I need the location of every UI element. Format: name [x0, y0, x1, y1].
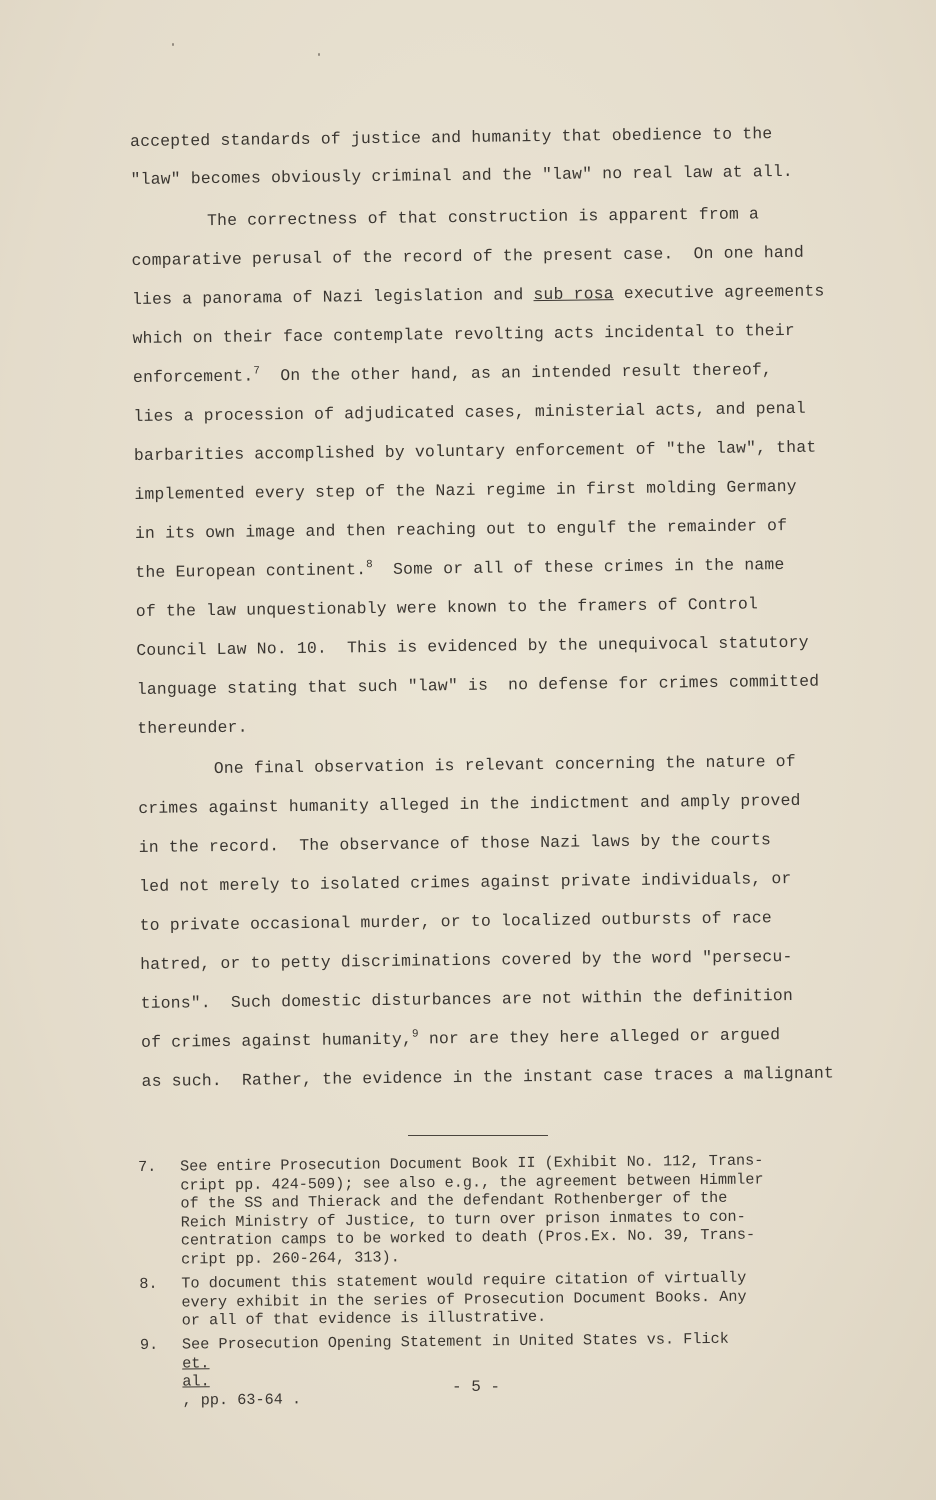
footnote-9	[139, 1329, 820, 1410]
footnote-8	[139, 1268, 819, 1330]
footnote-number: 8.	[139, 1274, 158, 1293]
footnote-number: 7.	[138, 1157, 157, 1176]
body-line: enforcement.$^7$ On the other hand, as an intended result thereof,	[132, 360, 773, 387]
body-line: lies a panorama of Nazi legislation and sub rosa executive agreements	[131, 281, 825, 309]
footnote-ref-9: 9	[411, 1028, 419, 1041]
body-line: in its own image and then reaching out to engulf the remainder of	[134, 516, 788, 543]
body-line: language stating that such "law" is no defense for crimes committed	[136, 671, 820, 699]
footnote-separator	[408, 1135, 548, 1136]
body-text	[130, 123, 835, 1091]
body-line: The correctness of that construction is apparent from a	[206, 204, 760, 231]
body-line: which on their face contemplate revolting acts incidental to their	[132, 320, 795, 348]
al-underlined: al.	[182, 1372, 210, 1391]
body-line: of the law unquestionably were known to the framers of Control	[135, 594, 759, 621]
et-underlined: et.	[182, 1353, 210, 1373]
footnote-text: To document this statement would require citation of virtually every exhibit in the series of Prosecution Document Books. Any or all of that evidence is illustrative.	[181, 1268, 747, 1330]
body-line: as such. Rather, the evidence in the instant case traces a malignant	[141, 1063, 835, 1091]
body-line: Council Law No. 10. This is evidenced by the unequivocal statutory	[136, 632, 809, 660]
footnote-text: See Prosecution Opening Statement in United States vs. Flick et. al. , pp. 63-64 .	[181, 1329, 738, 1410]
body-line: comparative perusal of the record of the present case. On one hand	[131, 242, 805, 270]
body-line: the European continent.$^8$ Some or all of these crimes in the name	[135, 555, 785, 582]
body-line: hatred, or to petty discriminations covered by the word "persecu-	[140, 946, 793, 974]
body-line: "law" becomes obviously criminal and the "law" no real law at all.	[130, 161, 794, 189]
body-line: barbarities accomplished by voluntary enforcement of "the law", that	[133, 437, 817, 465]
page-number: - 5 -	[452, 1378, 501, 1396]
body-line: crimes against humanity alleged in the indictment and amply proved	[138, 790, 801, 818]
body-line: of crimes against humanity,$^9$ nor are they here alleged or argued	[141, 1025, 781, 1052]
body-line: One final observation is relevant concerning the nature of	[213, 751, 796, 779]
body-line: led not merely to isolated crimes against private individuals, or	[139, 868, 792, 896]
footnote-ref-8: 8	[366, 559, 374, 572]
body-line: implemented every step of the Nazi regime in first molding Germany	[134, 476, 797, 504]
body-line: in the record. The observance of those Nazi laws by the courts	[138, 830, 772, 857]
footnotes	[138, 1151, 818, 1410]
body-line: tions". Such domestic disturbances are not within the definition	[140, 985, 794, 1013]
footnote-ref-7: 7	[253, 365, 261, 378]
speck-mark	[172, 43, 174, 46]
body-line: lies a procession of adjudicated cases, ministerial acts, and penal	[133, 398, 806, 426]
sub-rosa-underlined: sub rosa	[533, 284, 614, 305]
footnote-number: 9.	[139, 1335, 159, 1354]
footnote-text: See entire Prosecution Document Book II (Exhibit No. 112, Trans- cript pp. 424-509); see also e.g., the agreement between Himmler of the SS and Thierack and the defendant Rothenberger of the Reich Ministry of Justice, to turn over prison inmates to con- centration camps to be worked to death (Pros.Ex. No. 39, Trans- cript pp. 260-264, 313).	[179, 1151, 764, 1269]
body-line: thereunder.	[137, 717, 248, 738]
body-line: to private occasional murder, or to localized outbursts of race	[139, 908, 773, 935]
speck-mark	[318, 53, 320, 56]
body-line: accepted standards of justice and humanity that obedience to the	[130, 124, 773, 151]
footnote-7	[138, 1151, 818, 1269]
